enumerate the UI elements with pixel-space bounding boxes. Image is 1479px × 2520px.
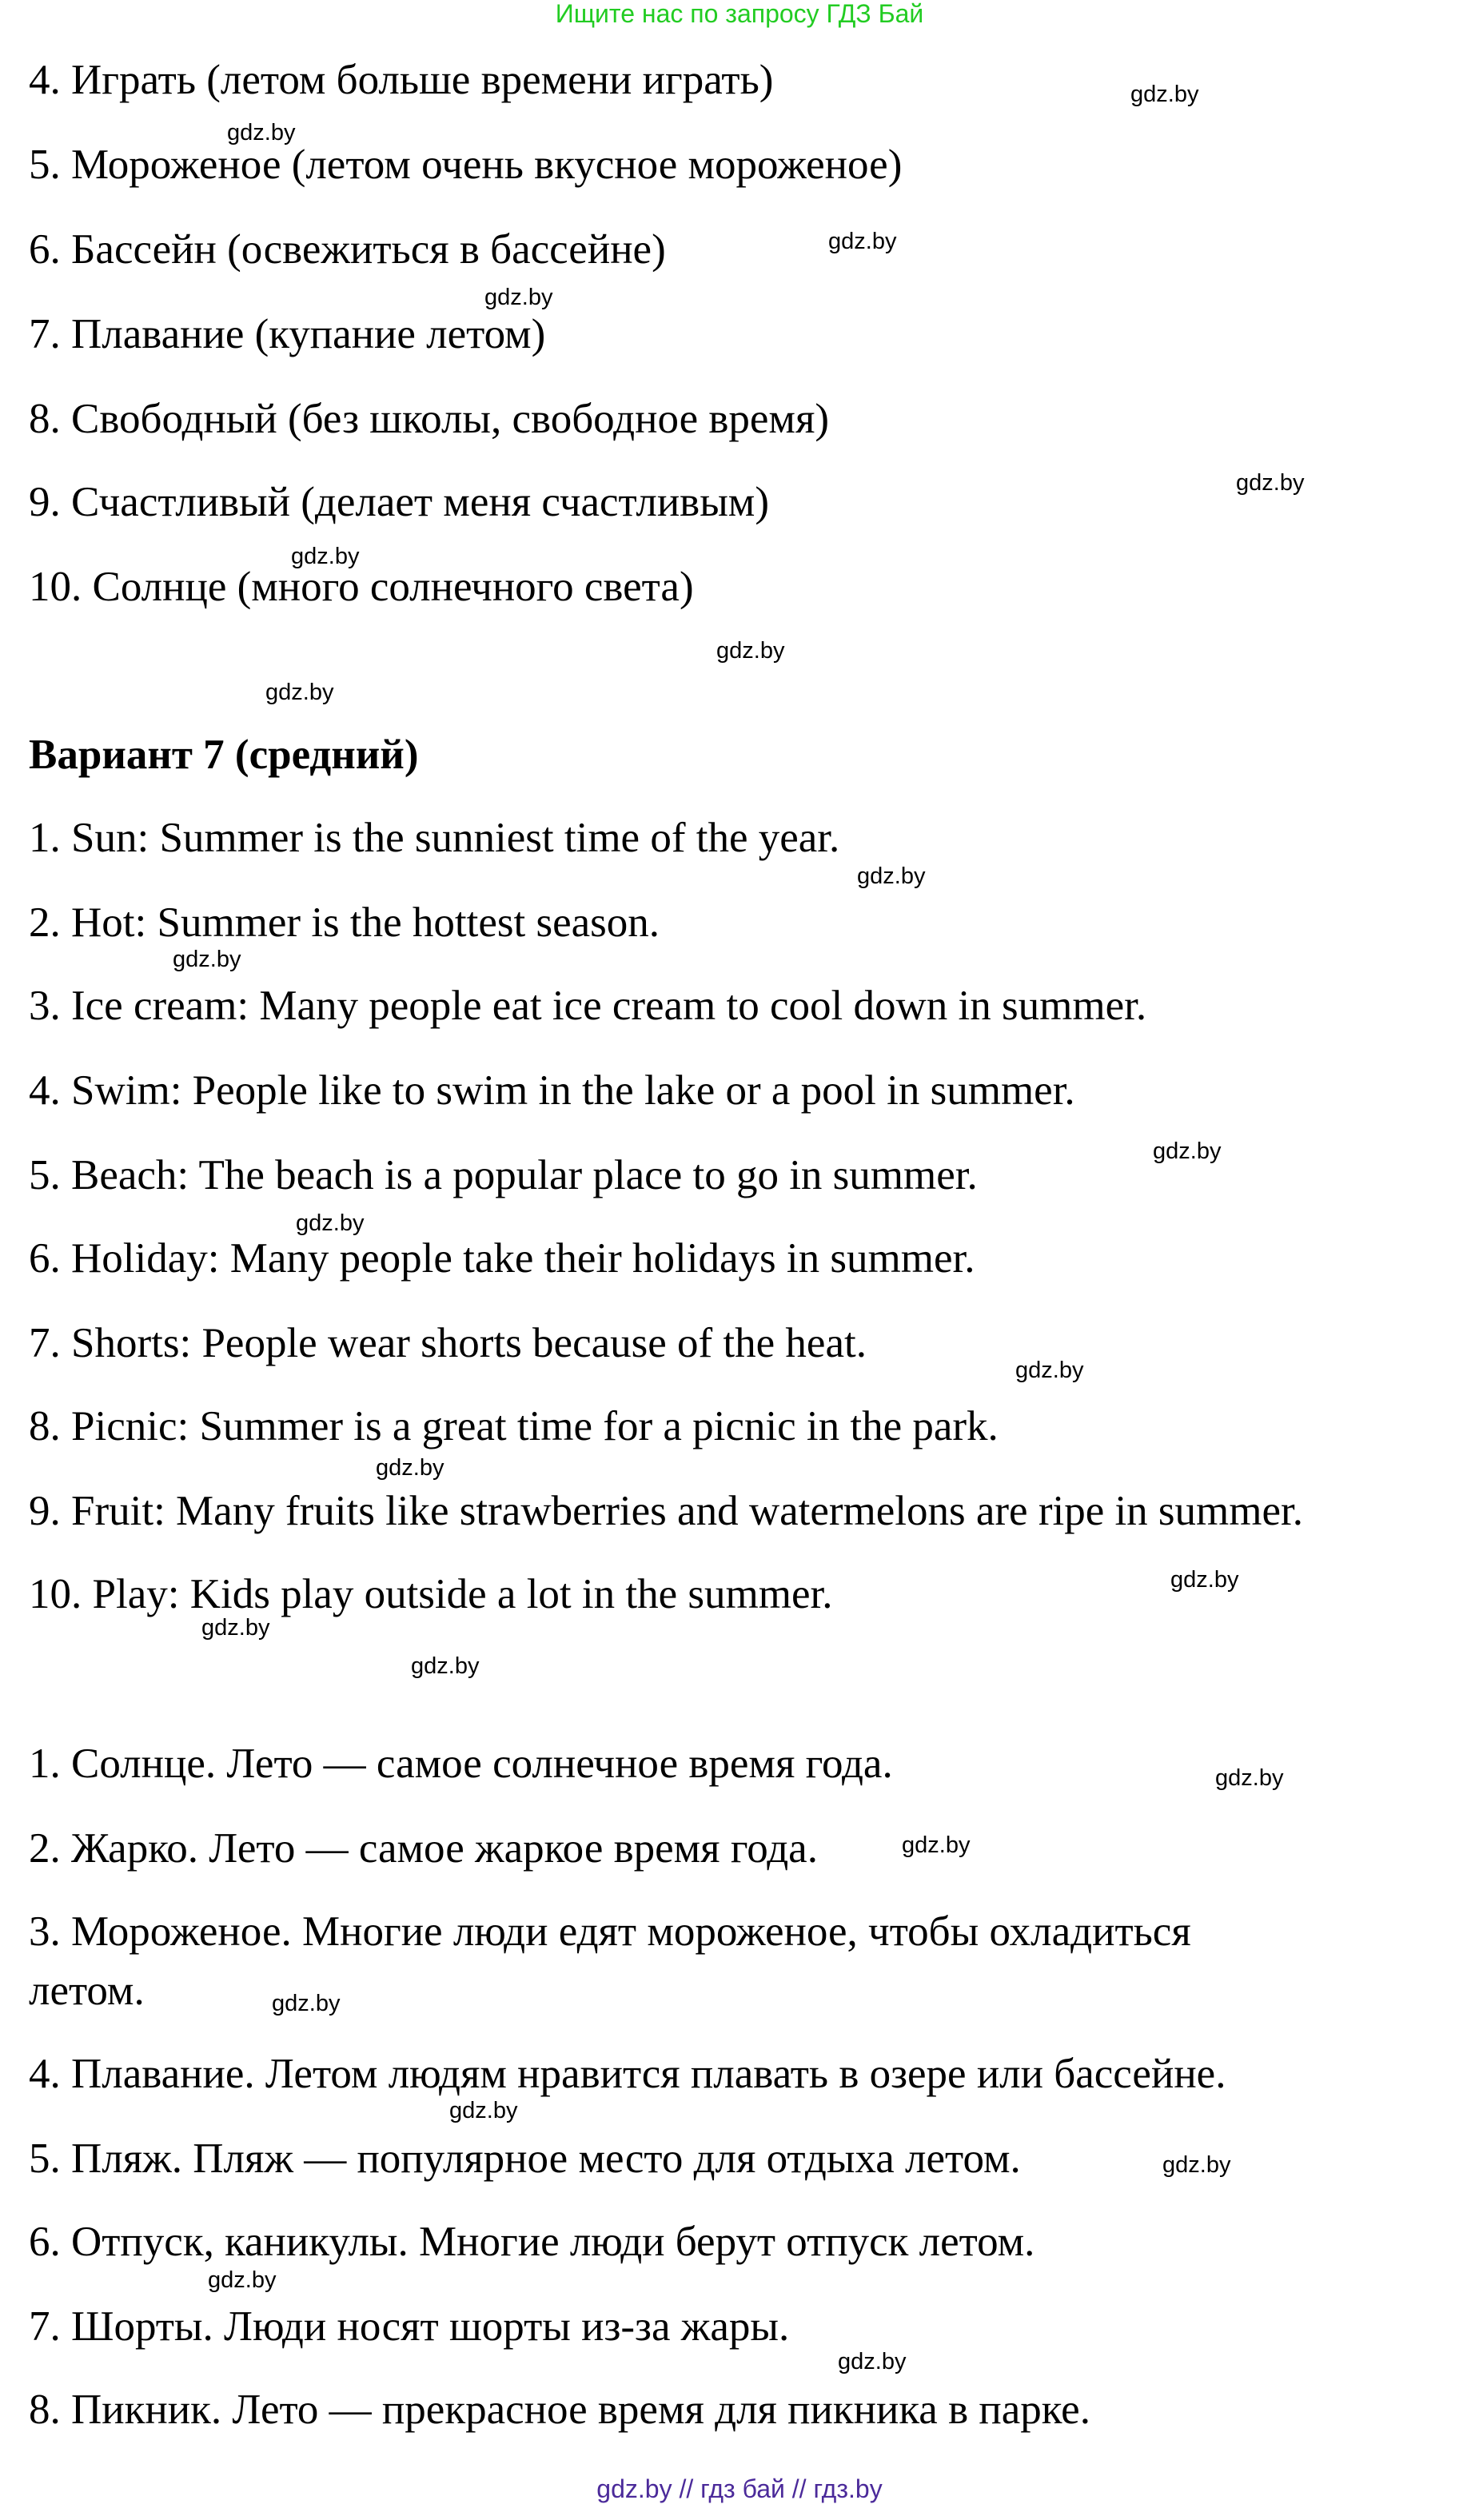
- answer-line: 7. Шорты. Люди носят шорты из-за жары.: [29, 2303, 790, 2350]
- watermark: gdz.by: [291, 544, 360, 569]
- watermark: gdz.by: [296, 1210, 365, 1236]
- answer-line: 5. Мороженое (летом очень вкусное мороженое): [29, 142, 903, 188]
- answer-line: 1. Солнце. Лето — самое солнечное время года.: [29, 1740, 893, 1787]
- answer-line: 2. Hot: Summer is the hottest season.: [29, 899, 660, 946]
- answer-line: 8. Picnic: Summer is a great time for a picnic in the park.: [29, 1403, 999, 1449]
- watermark: gdz.by: [1215, 1765, 1284, 1791]
- watermark: gdz.by: [1236, 470, 1305, 496]
- watermark: gdz.by: [838, 2349, 907, 2374]
- answer-line: 9. Счастливый (делает меня счастливым): [29, 479, 769, 525]
- footer-banner: gdz.by // гдз бай // гдз.by: [596, 2474, 883, 2503]
- answer-line: 8. Пикник. Лето — прекрасное время для пикника в парке.: [29, 2386, 1090, 2433]
- watermark: gdz.by: [716, 638, 785, 664]
- answer-line: 5. Beach: The beach is a popular place to go in summer.: [29, 1152, 978, 1198]
- watermark: gdz.by: [828, 229, 897, 254]
- watermark: gdz.by: [1153, 1138, 1222, 1164]
- watermark: gdz.by: [1130, 82, 1199, 107]
- answer-line: 4. Плавание. Летом людям нравится плавать в озере или бассейне.: [29, 2051, 1226, 2097]
- answer-line: 1. Sun: Summer is the sunniest time of the year.: [29, 815, 840, 861]
- watermark: gdz.by: [208, 2267, 277, 2293]
- search-banner: Ищите нас по запросу ГДЗ Бай: [555, 0, 924, 28]
- watermark: gdz.by: [1170, 1567, 1239, 1593]
- watermark: gdz.by: [173, 947, 241, 972]
- watermark: gdz.by: [272, 1991, 341, 2016]
- answer-line: 4. Играть (летом больше времени играть): [29, 57, 774, 103]
- answer-line: 3. Ice cream: Many people eat ice cream to cool down in summer.: [29, 983, 1147, 1029]
- answer-line: 10. Play: Kids play outside a lot in the summer.: [29, 1571, 833, 1617]
- answer-line: 6. Отпуск, каникулы. Многие люди берут отпуск летом.: [29, 2219, 1035, 2265]
- watermark: gdz.by: [1015, 1358, 1084, 1383]
- watermark: gdz.by: [857, 863, 926, 889]
- answer-line: 7. Плавание (купание летом): [29, 311, 546, 357]
- answer-line: 6. Бассейн (освежиться в бассейне): [29, 226, 666, 273]
- section-heading: Вариант 7 (средний): [29, 732, 419, 778]
- answer-line: 2. Жарко. Лето — самое жаркое время года.: [29, 1825, 818, 1872]
- watermark: gdz.by: [265, 680, 334, 705]
- watermark: gdz.by: [449, 2098, 518, 2123]
- answer-line: 8. Свободный (без школы, свободное время): [29, 396, 829, 442]
- watermark: gdz.by: [484, 285, 553, 310]
- watermark: gdz.by: [227, 120, 296, 146]
- watermark: gdz.by: [411, 1653, 480, 1679]
- answer-line: 10. Солнце (много солнечного света): [29, 564, 694, 610]
- answer-line: 4. Swim: People like to swim in the lake or a pool in summer.: [29, 1067, 1075, 1114]
- answer-line: 6. Holiday: Many people take their holidays in summer.: [29, 1235, 975, 1282]
- watermark: gdz.by: [902, 1832, 971, 1858]
- watermark: gdz.by: [376, 1455, 444, 1481]
- answer-line: 9. Fruit: Many fruits like strawberries and watermelons are ripe in summer.: [29, 1488, 1304, 1534]
- answer-line: 3. Мороженое. Многие люди едят мороженое, чтобы охладиться: [29, 1908, 1191, 1955]
- answer-line: летом.: [29, 1968, 145, 2014]
- watermark: gdz.by: [201, 1615, 270, 1641]
- watermark: gdz.by: [1162, 2152, 1231, 2178]
- answer-line: 7. Shorts: People wear shorts because of the heat.: [29, 1320, 867, 1366]
- answer-line: 5. Пляж. Пляж — популярное место для отдыха летом.: [29, 2135, 1021, 2182]
